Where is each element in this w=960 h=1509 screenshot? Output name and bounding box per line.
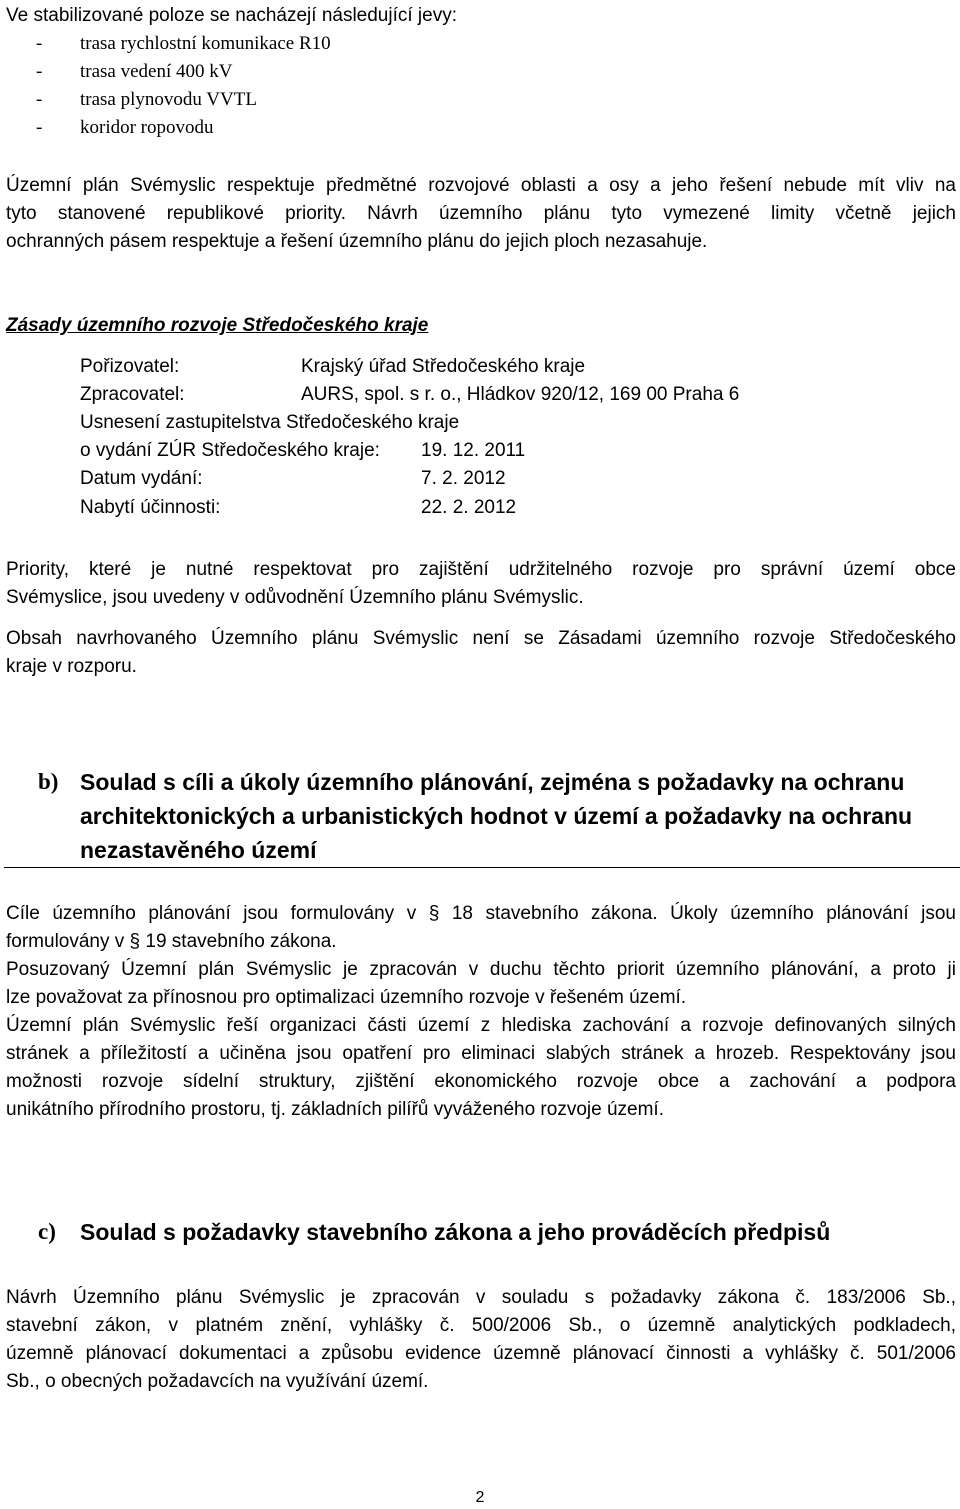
- section-c-title: Soulad s požadavky stavebního zákona a jeho prováděcích předpisů: [80, 1219, 831, 1245]
- list-item: - trasa rychlostní komunikace R10: [36, 33, 331, 54]
- list-item: - trasa plynovodu VVTL: [36, 89, 257, 110]
- paragraph-line: Územní plán Svémyslic řeší organizaci části území z hlediska zachování a rozvoje definovaných silných: [6, 1015, 956, 1036]
- paragraph-line: lze považovat za přínosnou pro optimalizaci územního rozvoje v řešeném území.: [6, 987, 687, 1008]
- paragraph-line: možnosti rozvoje sídelní struktury, zjištění ekonomického rozvoje obce a zachování a podpora: [6, 1071, 956, 1092]
- paragraph-line: unikátního přírodního prostoru, tj. základních pilířů vyváženého rozvoje území.: [6, 1099, 664, 1120]
- paragraph-line: stavební zákon, v platném znění, vyhlášky č. 500/2006 Sb., o územně analytických podkladech,: [6, 1315, 956, 1336]
- intro-lead: Ve stabilizované poloze se nacházejí následující jevy:: [6, 5, 457, 26]
- paragraph-line: Obsah navrhovaného Územního plánu Svémyslic není se Zásadami územního rozvoje Středočeského: [6, 628, 956, 649]
- section-b-letter: b): [38, 769, 59, 794]
- section-b-title-line: Soulad s cíli a úkoly územního plánování, zejména s požadavky na ochranu: [80, 769, 905, 795]
- bullet-text: trasa plynovodu VVTL: [80, 89, 257, 110]
- paragraph-line: stránek a příležitostí a učiněna jsou opatření pro eliminaci slabých stránek a hrozeb. Respektovány jsou: [6, 1043, 956, 1064]
- usneseni-line2: o vydání ZÚR Středočeského kraje:: [80, 440, 380, 461]
- paragraph-line: ochranných pásem respektuje a řešení územního plánu do jejich ploch nezasahuje.: [6, 231, 708, 252]
- list-item: - trasa vedení 400 kV: [36, 61, 233, 82]
- paragraph-line: formulovány v § 19 stavebního zákona.: [6, 931, 337, 952]
- datum-value: 7. 2. 2012: [421, 468, 506, 489]
- paragraph-line: Návrh Územního plánu Svémyslic je zpracován v souladu s požadavky zákona č. 183/2006 Sb.,: [6, 1287, 956, 1308]
- bullet-text: trasa rychlostní komunikace R10: [80, 33, 331, 54]
- zpracovatel-label: Zpracovatel:: [80, 384, 185, 405]
- zur-heading: Zásady územního rozvoje Středočeského kraje: [6, 315, 429, 336]
- section-c-letter: c): [38, 1219, 56, 1244]
- list-item: - koridor ropovodu: [36, 117, 214, 138]
- paragraph-line: Svémyslice, jsou uvedeny v odůvodnění Územního plánu Svémyslic.: [6, 587, 584, 608]
- paragraph-line: územně plánovací dokumentaci a způsobu evidence územně plánovací činnosti a vyhlášky č. 501/2006: [6, 1343, 956, 1364]
- nabyti-label: Nabytí účinnosti:: [80, 497, 221, 518]
- section-b-title-line: nezastavěného území: [80, 837, 317, 863]
- porizovatel-label: Pořizovatel:: [80, 356, 180, 377]
- paragraph-line: Sb., o obecných požadavcích na využívání území.: [6, 1371, 429, 1392]
- paragraph-line: Cíle územního plánování jsou formulovány v § 18 stavebního zákona. Úkoly územního plánování jsou: [6, 903, 956, 924]
- page-number: 2: [475, 1489, 485, 1506]
- section-b-divider: [4, 867, 960, 868]
- paragraph-line: tyto stanovené republikové priority. Návrh územního plánu tyto vymezené limity včetně jejich: [6, 203, 956, 224]
- paragraph-line: Priority, které je nutné respektovat pro zajištění udržitelného rozvoje pro správní území obce: [6, 559, 956, 580]
- datum-label: Datum vydání:: [80, 468, 203, 489]
- paragraph-line: Posuzovaný Územní plán Svémyslic je zpracován v duchu těchto priorit územního plánování, a proto ji: [6, 959, 956, 980]
- usneseni-line1: Usnesení zastupitelstva Středočeského kraje: [80, 412, 460, 433]
- nabyti-value: 22. 2. 2012: [421, 497, 517, 518]
- paragraph-line: Územní plán Svémyslic respektuje předmětné rozvojové oblasti a osy a jeho řešení nebude mít vliv na: [6, 175, 956, 196]
- zpracovatel-value: AURS, spol. s r. o., Hládkov 920/12, 169 00 Praha 6: [301, 384, 740, 405]
- porizovatel-value: Krajský úřad Středočeského kraje: [301, 356, 586, 377]
- usneseni-date: 19. 12. 2011: [421, 440, 526, 461]
- section-b-title-line: architektonických a urbanistických hodnot v území a požadavky na ochranu: [80, 803, 913, 829]
- paragraph-line: kraje v rozporu.: [6, 656, 137, 677]
- bullet-text: trasa vedení 400 kV: [80, 61, 233, 82]
- bullet-text: koridor ropovodu: [80, 117, 214, 138]
